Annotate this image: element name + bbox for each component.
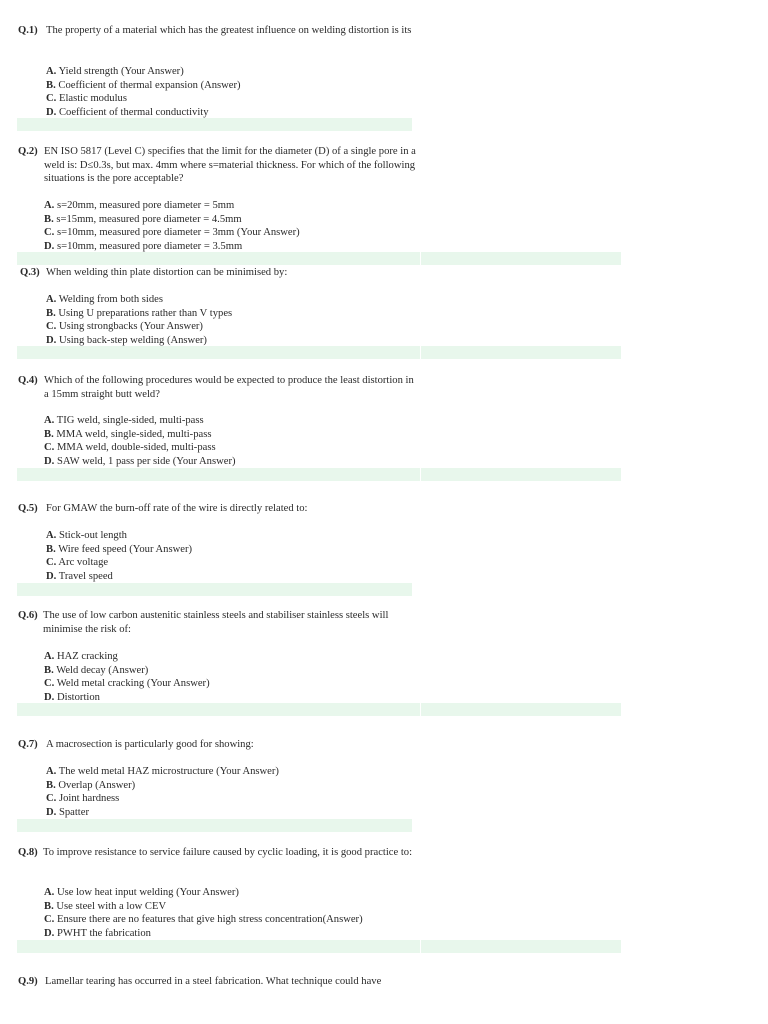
separator-band <box>17 703 621 716</box>
options-list <box>46 293 232 347</box>
options-list <box>46 765 279 819</box>
option-d[interactable]: D. s=10mm, measured pore diameter = 3.5mm <box>44 240 243 252</box>
question-number: Q.3) <box>20 267 40 278</box>
question-text: EN ISO 5817 (Level C) specifies that the limit for the diameter (D) of a single pore in a weld is: D≤0.3s, but max. 4mm where s=material thickness. For which of the following situations is the pore acceptable? <box>44 146 416 184</box>
option-c[interactable]: C. Arc voltage <box>46 557 109 568</box>
options-list <box>44 886 363 940</box>
question-text: When welding thin plate distortion can be minimised by: <box>46 267 288 278</box>
separator-band <box>17 346 621 359</box>
option-a[interactable]: A. The weld metal HAZ microstructure (Your Answer) <box>46 766 279 777</box>
question-text: To improve resistance to service failure caused by cyclic loading, it is good practice to: <box>43 847 413 858</box>
option-b[interactable]: B. Using U preparations rather than V types <box>46 307 233 319</box>
options-list <box>46 65 241 119</box>
option-b[interactable]: B. Wire feed speed (Your Answer) <box>46 543 193 555</box>
question-text: The use of low carbon austenitic stainless steels and stabiliser stainless steels will minimise the risk of: <box>43 610 389 635</box>
question-number: Q.6) <box>18 610 38 621</box>
separator-band <box>17 583 412 596</box>
option-b[interactable]: B. MMA weld, single-sided, multi-pass <box>44 428 212 440</box>
separator-band <box>17 940 621 953</box>
separator-band <box>17 118 412 131</box>
option-c[interactable]: C. MMA weld, double-sided, multi-pass <box>44 442 216 453</box>
options-list <box>46 529 192 583</box>
option-a[interactable]: A. s=20mm, measured pore diameter = 5mm <box>44 200 235 211</box>
option-b[interactable]: B. Overlap (Answer) <box>46 779 136 791</box>
option-a[interactable]: A. Stick-out length <box>46 530 127 541</box>
option-c[interactable]: C. s=10mm, measured pore diameter = 3mm (Your Answer) <box>44 227 300 238</box>
option-b[interactable]: B. s=15mm, measured pore diameter = 4.5mm <box>44 213 242 225</box>
question-text: For GMAW the burn-off rate of the wire is directly related to: <box>46 503 308 514</box>
option-c[interactable]: C. Ensure there are no features that give high stress concentration(Answer) <box>44 914 363 925</box>
option-a[interactable]: A. Welding from both sides <box>46 294 163 305</box>
question-number: Q.9) <box>18 976 38 987</box>
option-a[interactable]: A. TIG weld, single-sided, multi-pass <box>44 415 204 426</box>
options-list <box>44 650 210 704</box>
option-b[interactable]: B. Coefficient of thermal expansion (Answer) <box>46 79 241 91</box>
separator-band <box>17 468 621 481</box>
option-d[interactable]: D. SAW weld, 1 pass per side (Your Answer) <box>44 455 236 467</box>
option-d[interactable]: D. Spatter <box>46 806 89 818</box>
question-number: Q.1) <box>18 25 38 36</box>
option-d[interactable]: D. Travel speed <box>46 570 113 582</box>
option-c[interactable]: C. Elastic modulus <box>46 93 127 104</box>
question-text: Which of the following procedures would be expected to produce the least distortion in a 15mm straight butt weld? <box>44 375 414 400</box>
option-d[interactable]: D. PWHT the fabrication <box>44 927 151 939</box>
question-number: Q.8) <box>18 847 38 858</box>
question-number: Q.5) <box>18 503 38 514</box>
option-c[interactable]: C. Joint hardness <box>46 793 120 804</box>
question-number: Q.2) <box>18 146 38 157</box>
option-a[interactable]: A. HAZ cracking <box>44 651 118 662</box>
option-a[interactable]: A. Use low heat input welding (Your Answer) <box>44 887 239 898</box>
option-d[interactable]: D. Using back-step welding (Answer) <box>46 334 207 346</box>
options-list <box>44 414 236 468</box>
separator-band <box>17 252 621 265</box>
option-c[interactable]: C. Using strongbacks (Your Answer) <box>46 321 203 332</box>
options-list <box>44 199 300 253</box>
option-d[interactable]: D. Coefficient of thermal conductivity <box>46 106 209 118</box>
option-b[interactable]: B. Weld decay (Answer) <box>44 664 149 676</box>
option-a[interactable]: A. Yield strength (Your Answer) <box>46 66 184 77</box>
option-c[interactable]: C. Weld metal cracking (Your Answer) <box>44 678 210 689</box>
option-b[interactable]: B. Use steel with a low CEV <box>44 900 167 912</box>
question-text: A macrosection is particularly good for showing: <box>46 739 254 750</box>
question-text: The property of a material which has the greatest influence on welding distortion is its <box>46 25 412 36</box>
question-number: Q.4) <box>18 375 38 386</box>
option-d[interactable]: D. Distortion <box>44 691 100 703</box>
question-number: Q.7) <box>18 739 38 750</box>
question-text: Lamellar tearing has occurred in a steel fabrication. What technique could have <box>45 976 382 987</box>
separator-band <box>17 819 412 832</box>
